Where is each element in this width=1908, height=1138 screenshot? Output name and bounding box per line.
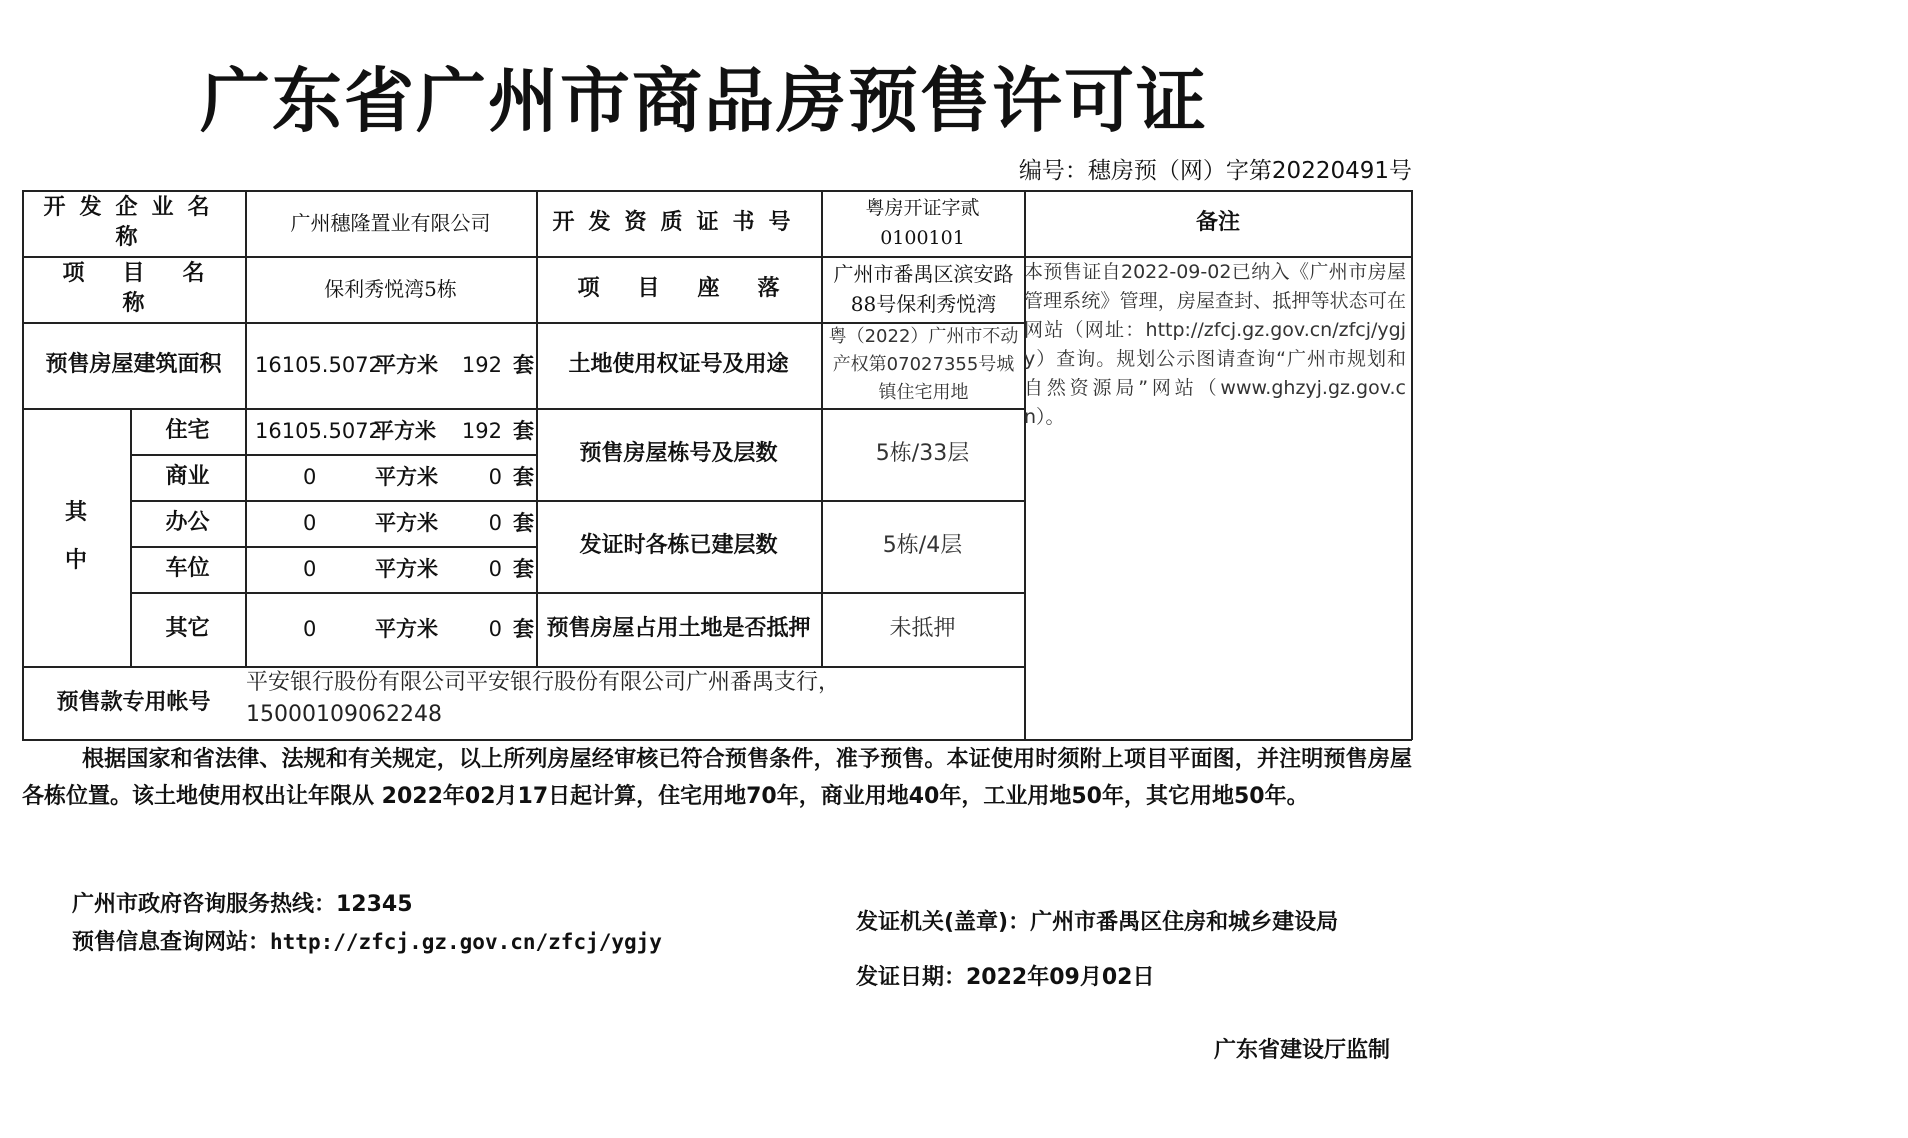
land-label: 土地使用权证号及用途 [568, 352, 789, 377]
mortgage-value: 未抵押 [889, 616, 956, 641]
location-value: 广州市番禺区滨安路88号保利秀悦湾 [833, 262, 1014, 316]
project-label-text: 项目名称 [62, 261, 243, 316]
row-unit: 平方米 [373, 419, 436, 443]
remark-text: 本预售证自2022-09-02已纳入《广州市房屋管理系统》管理，房屋查封、抵押等状态可在网站（网址：http://zfcj.gz.gov.cn/zfcj/ygjy）查询。规划公示图请查询“广州市规划和自然资源局”网站（www.ghzyj.gz.gov.cn）。 [1024, 261, 1406, 428]
area-label: 预售房屋建筑面积 [45, 352, 222, 377]
hotline: 广州市政府咨询服务热线：12345 [72, 892, 413, 917]
row-set: 套 [513, 617, 534, 641]
supervisor: 广东省建设厅监制 [1214, 1038, 1391, 1063]
area-set-unit: 套 [513, 353, 534, 377]
among-label-2: 中 [64, 548, 87, 573]
website-url: http://zfcj.gz.gov.cn/zfcj/ygjy [270, 930, 662, 954]
issue-date: 发证日期：2022年09月02日 [856, 965, 1155, 990]
among-label [22, 408, 130, 666]
certificate-number: 编号：穗房预（网）字第20220491号 [1018, 158, 1412, 184]
row-count: 0 [488, 617, 502, 641]
document-title: 广东省广州市商品房预售许可证 [200, 60, 1208, 142]
row-type-commercial: 商业 [165, 464, 210, 489]
area-value: 16105.5072 [255, 353, 382, 377]
built-value: 5栋/4层 [882, 533, 963, 558]
row-type-other: 其它 [165, 616, 210, 641]
developer-label [22, 190, 245, 256]
row-count: 0 [488, 511, 502, 535]
row-parking [245, 546, 536, 592]
approval-paragraph: 根据国家和省法律、法规和有关规定，以上所列房屋经审核已符合预售条件，准予预售。本证使用时须附上项目平面图，并注明预售房屋各栋位置。该土地使用权出让年限从 2022年02月17日起计算，住宅用地70年，商业用地40年，工业用地50年，其它用地50年。 [22, 747, 1412, 809]
row-type-residential: 住宅 [165, 418, 210, 443]
project-value: 保利秀悦湾5栋 [324, 277, 457, 301]
area-row [245, 322, 536, 408]
built-label: 发证时各栋已建层数 [579, 533, 778, 558]
row-set: 套 [513, 557, 534, 581]
row-commercial [245, 454, 536, 500]
mortgage-label: 预售房屋占用土地是否抵押 [546, 616, 811, 641]
issuer: 发证机关(盖章)：广州市番禺区住房和城乡建设局 [856, 910, 1339, 935]
area-unit: 平方米 [375, 353, 438, 377]
qualification-value-line1: 粤房开证字贰 [865, 197, 980, 219]
building-value: 5栋/33层 [875, 441, 970, 466]
website-label: 预售信息查询网站： [72, 930, 271, 955]
row-count: 0 [488, 557, 502, 581]
row-area: 0 [303, 465, 317, 489]
qualification-value [821, 190, 1024, 256]
website-line [72, 927, 662, 958]
area-count: 192 [461, 353, 502, 377]
among-label-1: 其 [64, 500, 87, 525]
location-label-text: 项目座落 [577, 276, 818, 301]
row-set: 套 [513, 419, 534, 443]
row-other [245, 592, 536, 666]
row-unit: 平方米 [375, 617, 438, 641]
building-label: 预售房屋栋号及层数 [579, 441, 778, 466]
row-count: 192 [461, 419, 502, 443]
row-area: 16105.5072 [255, 419, 382, 443]
row-office [245, 500, 536, 546]
qualification-label [536, 190, 821, 256]
developer-value: 广州穗隆置业有限公司 [290, 211, 491, 235]
land-value: 粤（2022）广州市不动产权第07027355号城镇住宅用地 [828, 326, 1019, 403]
row-unit: 平方米 [375, 557, 438, 581]
row-type-parking: 车位 [165, 556, 210, 581]
location-label [536, 256, 821, 322]
row-residential [245, 408, 536, 454]
row-type-office: 办公 [165, 510, 210, 535]
row-area: 0 [303, 511, 317, 535]
account-value: 平安银行股份有限公司平安银行股份有限公司广州番禺支行，15000109062248 [246, 670, 841, 727]
project-label [22, 256, 245, 322]
row-unit: 平方米 [375, 465, 438, 489]
qualification-value-line2: 0100101 [880, 227, 965, 249]
qualification-label-text: 开发资质证书号 [552, 210, 805, 235]
remark-header: 备注 [1195, 210, 1240, 235]
row-set: 套 [513, 511, 534, 535]
developer-label-text: 开发企业名称 [43, 195, 224, 250]
row-unit: 平方米 [375, 511, 438, 535]
row-area: 0 [303, 617, 317, 641]
row-set: 套 [513, 465, 534, 489]
row-count: 0 [488, 465, 502, 489]
account-label: 预售款专用帐号 [56, 689, 211, 715]
row-area: 0 [303, 557, 317, 581]
